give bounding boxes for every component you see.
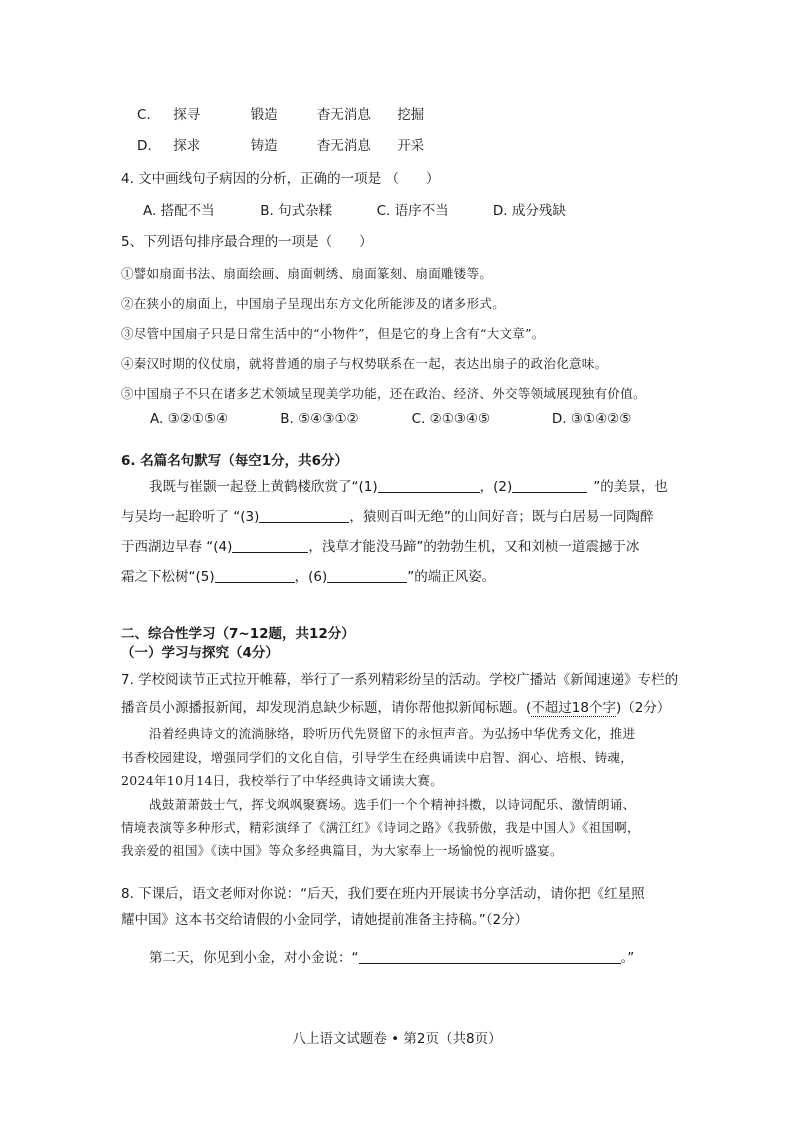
q5-sentence-4: ④秦汉时期的仪仗扇，就将普通的扇子与权势联系在一起，表达出扇子的政治化意味。 bbox=[121, 356, 608, 371]
q7-news-p2-l3: 我亲爱的祖国》《读中国》等众多经典篇目，为大家奉上一场愉悦的视听盛宴。 bbox=[121, 843, 563, 858]
q4-option-d: D. 成分残缺 bbox=[492, 203, 566, 219]
q6-title: 6. 名篇名句默写（每空1分，共6分） bbox=[121, 453, 349, 469]
q6-line-1-a: 我既与崔颢一起登上黄鹤楼欣赏了“(1) bbox=[149, 479, 378, 495]
q3-option-d-word-2: 铸造 bbox=[250, 138, 278, 154]
q6-line-3-b: ，浅草才能没马蹄”的勃勃生机，又和刘桢一道震撼于冰 bbox=[308, 539, 640, 555]
q5-sentence-5: ⑤中国扇子不只在诸多艺术领域呈现美学功能，还在政治、经济、外交等领域展现独有价值。 bbox=[121, 386, 646, 401]
q5-sentence-1: ①譬如扇面书法、扇面绘画、扇面刺绣、扇面篆刻、扇面雕镂等。 bbox=[121, 266, 493, 281]
q8-line-3 bbox=[149, 949, 634, 967]
q6-blank-1[interactable] bbox=[378, 478, 480, 493]
q3-option-c-word-2: 锻造 bbox=[250, 107, 278, 123]
q6-line-1 bbox=[149, 478, 668, 496]
q6-line-4-a: 霜之下松树“(5) bbox=[121, 569, 215, 585]
q6-line-4 bbox=[121, 568, 495, 586]
q6-blank-6[interactable] bbox=[327, 568, 407, 583]
q7-line-2-c: )（2分） bbox=[615, 700, 671, 716]
q7-news-p2-l1: 战鼓萧萧鼓士气，挥戈飒飒聚赛场。选手们一个个精神抖擞，以诗词配乐、激情朗诵、 bbox=[149, 797, 636, 812]
q6-blank-5[interactable] bbox=[215, 568, 295, 583]
q6-line-3 bbox=[121, 538, 639, 556]
q8-line-2: 耀中国》这本书交给请假的小金同学，请她提前准备主持稿。”（2分） bbox=[121, 912, 529, 928]
q3-option-d-word-1: 探求 bbox=[173, 138, 201, 154]
q4-option-a: A. 搭配不当 bbox=[143, 203, 215, 219]
q7-line-2 bbox=[121, 699, 670, 717]
q6-line-1-b: ，(2) bbox=[479, 479, 513, 495]
q7-news-p2-l2: 情境表演等多种形式，精彩演绎了《满江红》《诗词之路》《我骄傲，我是中国人》《祖国啊， bbox=[121, 820, 640, 835]
q6-line-2-a: 与吴均一起聆听了 “(3) bbox=[121, 509, 260, 525]
q4-options bbox=[143, 202, 566, 220]
q4-option-b: B. 句式杂糅 bbox=[260, 203, 333, 219]
q7-news-p1-l1: 沿着经典诗文的流淌脉络，聆听历代先贤留下的永恒声音。为弘扬中华优秀文化，推进 bbox=[149, 726, 636, 741]
page-footer: 八上语文试题卷 • 第2页（共8页） bbox=[292, 1031, 502, 1047]
section-2-subtitle: （一）学习与探究（4分） bbox=[121, 645, 279, 661]
q3-option-c-label: C. bbox=[137, 107, 151, 123]
q5-option-d: D. ③①④②⑤ bbox=[551, 411, 632, 427]
q7-limit-text: 不超过18个字 bbox=[531, 700, 616, 716]
section-2-title: 二、综合性学习（7~12题，共12分） bbox=[121, 626, 355, 642]
q5-sentence-2: ②在狭小的扇面上，中国扇子呈现出东方文化所能涉及的诸多形式。 bbox=[121, 296, 506, 311]
q3-option-c bbox=[137, 106, 424, 124]
q5-options bbox=[150, 410, 631, 428]
q8-answer-blank[interactable] bbox=[359, 949, 621, 964]
q7-news-p1-l3: 2024年10月14日，我校举行了中华经典诗文诵读大赛。 bbox=[121, 773, 444, 788]
q7-line-2-a: 播音员小源播报新闻，却发现消息缺少标题，请你帮他拟新闻标题。( bbox=[121, 700, 532, 716]
q3-option-d-word-3: 杳无消息 bbox=[316, 138, 371, 154]
q4-stem: 4. 文中画线句子病因的分析，正确的一项是 （ ） bbox=[121, 171, 440, 187]
q6-blank-2[interactable] bbox=[512, 478, 587, 493]
q3-option-c-word-3: 杳无消息 bbox=[316, 107, 371, 123]
q3-option-c-word-4: 挖掘 bbox=[397, 107, 425, 123]
q6-line-4-c: ”的端正风姿。 bbox=[407, 569, 496, 585]
q5-option-a: A. ③②①⑤④ bbox=[150, 411, 229, 427]
q8-line-3-b: 。” bbox=[620, 950, 635, 966]
q3-option-c-word-1: 探寻 bbox=[173, 107, 201, 123]
q3-option-d bbox=[137, 137, 424, 155]
q5-sentence-3: ③尽管中国扇子只是日常生活中的“小物件”，但是它的身上含有“大文章”。 bbox=[121, 326, 545, 341]
q5-stem: 5、下列语句排序最合理的一项是（ ） bbox=[121, 234, 373, 250]
q3-option-d-word-4: 开采 bbox=[397, 138, 425, 154]
q7-news-p1-l2: 书香校园建设，增强同学们的文化自信，引导学生在经典诵读中启智、润心、培根、铸魂， bbox=[121, 750, 634, 765]
q8-line-1: 8. 下课后，语文老师对你说：“后天，我们要在班内开展读书分享活动，请你把《红星照 bbox=[121, 886, 645, 902]
q3-option-d-label: D. bbox=[137, 138, 152, 154]
q6-blank-4[interactable] bbox=[232, 538, 308, 553]
q5-option-b: B. ⑤④③①② bbox=[280, 411, 359, 427]
q6-line-1-c: ”的美景，也 bbox=[593, 479, 668, 495]
q8-line-3-a: 第二天，你见到小金，对小金说：“ bbox=[149, 950, 359, 966]
q7-line-1: 7. 学校阅读节正式拉开帷幕，举行了一系列精彩纷呈的活动。学校广播站《新闻速递》专栏的 bbox=[121, 672, 679, 688]
q6-line-2-b: ，猿则百叫无绝”的山间好音；既与白居易一同陶醉 bbox=[349, 509, 654, 525]
q4-option-c: C. 语序不当 bbox=[376, 203, 449, 219]
q6-blank-3[interactable] bbox=[259, 508, 349, 523]
q6-line-2 bbox=[121, 508, 653, 526]
q6-line-3-a: 于西湖边早春 “(4) bbox=[121, 539, 233, 555]
q5-option-c: C. ②①③④⑤ bbox=[411, 411, 491, 427]
q6-line-4-b: ，(6) bbox=[294, 569, 328, 585]
